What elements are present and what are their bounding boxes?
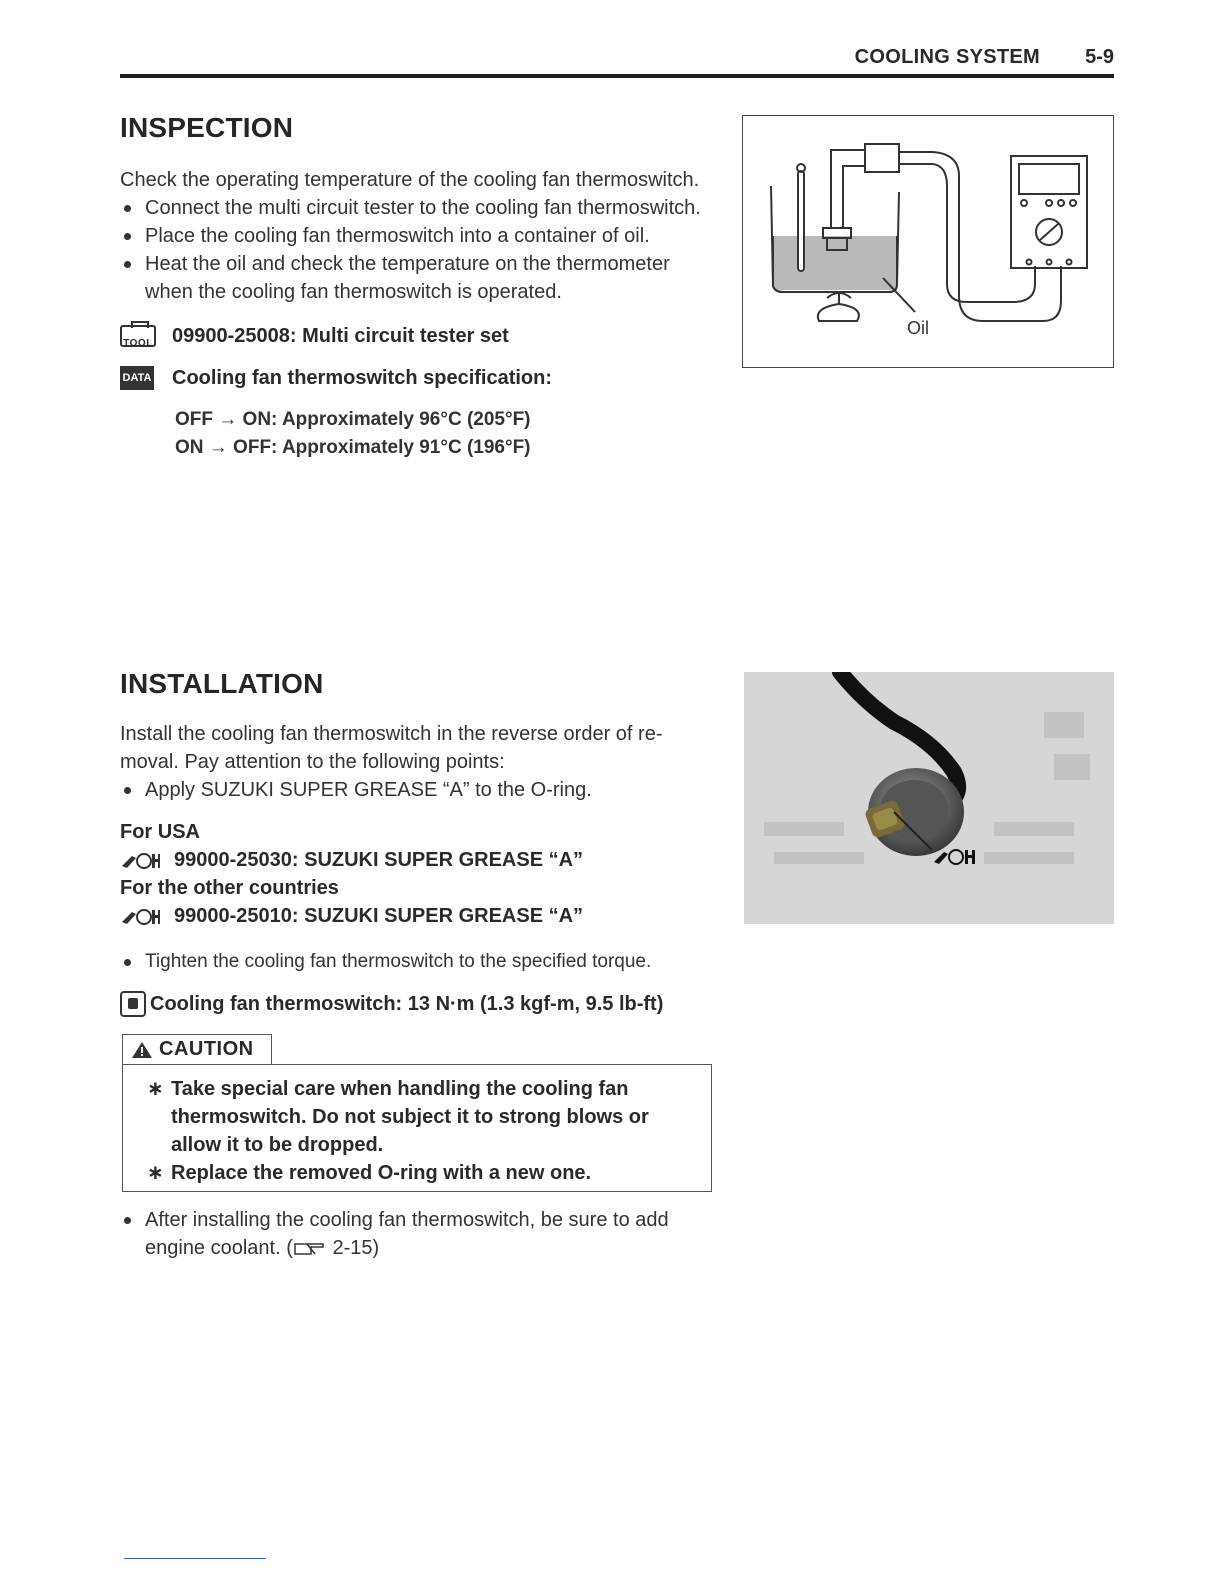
torque-line	[120, 990, 712, 1018]
other-countries-label: For the other countries	[120, 877, 339, 899]
special-tool: 09900-25008: Multi circuit tester set	[172, 325, 509, 347]
usa-grease-line	[120, 846, 712, 874]
inspection-steps	[120, 194, 712, 306]
other-grease: 99000-25010: SUZUKI SUPER GREASE “A”	[174, 905, 584, 927]
spec-title-line	[120, 364, 712, 392]
caution-item: ∗ Take special care when handling the cooling fan thermoswitch. Do not subject it to strong blows or allow it to be dropped.	[147, 1075, 691, 1159]
spec-value: ON → OFF: Approximately 91°C (196°F)	[175, 437, 531, 458]
caution-item: ∗ Replace the removed O-ring with a new one.	[147, 1159, 691, 1187]
data-icon: DATA	[120, 366, 154, 390]
list-item: Tighten the cooling fan thermoswitch to the specified torque.	[120, 948, 712, 976]
list-item: Heat the oil and check the temperature on the thermometer when the cooling fan thermoswitch is operated.	[120, 250, 712, 306]
footer-rule	[124, 1558, 266, 1559]
installation-intro: Install the cooling fan thermoswitch in the reverse order of re-moval. Pay attention to the following points:	[120, 723, 663, 773]
installation-steps	[120, 776, 712, 804]
tool-icon: TOOL	[120, 325, 156, 347]
inspection-section	[120, 112, 712, 462]
list-item: Apply SUZUKI SUPER GREASE “A” to the O-ring.	[120, 776, 712, 804]
installation-title: INSTALLATION	[120, 668, 324, 699]
spec-value: OFF → ON: Approximately 96°C (205°F)	[175, 409, 531, 430]
list-item: Connect the multi circuit tester to the cooling fan thermoswitch.	[120, 194, 712, 222]
section-title: COOLING SYSTEM	[854, 46, 1040, 68]
oil-label: Oil	[907, 318, 929, 338]
caution-label: CAUTION	[122, 1034, 272, 1064]
thermoswitch-illustration	[744, 672, 1114, 924]
grease-a-icon	[120, 906, 160, 926]
thermoswitch-test-diagram	[742, 115, 1114, 368]
special-tool-line	[120, 322, 712, 350]
list-item: Place the cooling fan thermoswitch into a container of oil.	[120, 222, 712, 250]
tighten-step	[120, 948, 712, 976]
spec-values	[120, 406, 712, 462]
usa-label: For USA	[120, 821, 200, 843]
torque-wrench-icon	[120, 991, 146, 1017]
inspection-intro: Check the operating temperature of the cooling fan thermoswitch.	[120, 169, 700, 191]
warning-triangle-icon	[131, 1041, 153, 1059]
grease-a-icon	[120, 850, 160, 870]
spec-title: Cooling fan thermoswitch specification:	[172, 367, 553, 389]
list-item: After installing the cooling fan thermoswitch, be sure to add engine coolant. ( 2-15)	[120, 1206, 712, 1262]
usa-grease: 99000-25030: SUZUKI SUPER GREASE “A”	[174, 849, 584, 871]
thermoswitch-photo	[744, 672, 1114, 924]
other-grease-line	[120, 902, 712, 930]
page-header	[120, 44, 1114, 78]
installation-section	[120, 668, 712, 1018]
reference-hand-icon	[293, 1240, 327, 1256]
final-step	[120, 1206, 712, 1262]
inspection-title: INSPECTION	[120, 112, 294, 143]
torque-spec: Cooling fan thermoswitch: 13 N·m (1.3 kgf-m, 9.5 lb-ft)	[150, 993, 664, 1015]
page-number: 5-9	[1085, 46, 1114, 68]
caution-box	[122, 1064, 712, 1192]
test-setup-illustration	[743, 116, 1113, 367]
